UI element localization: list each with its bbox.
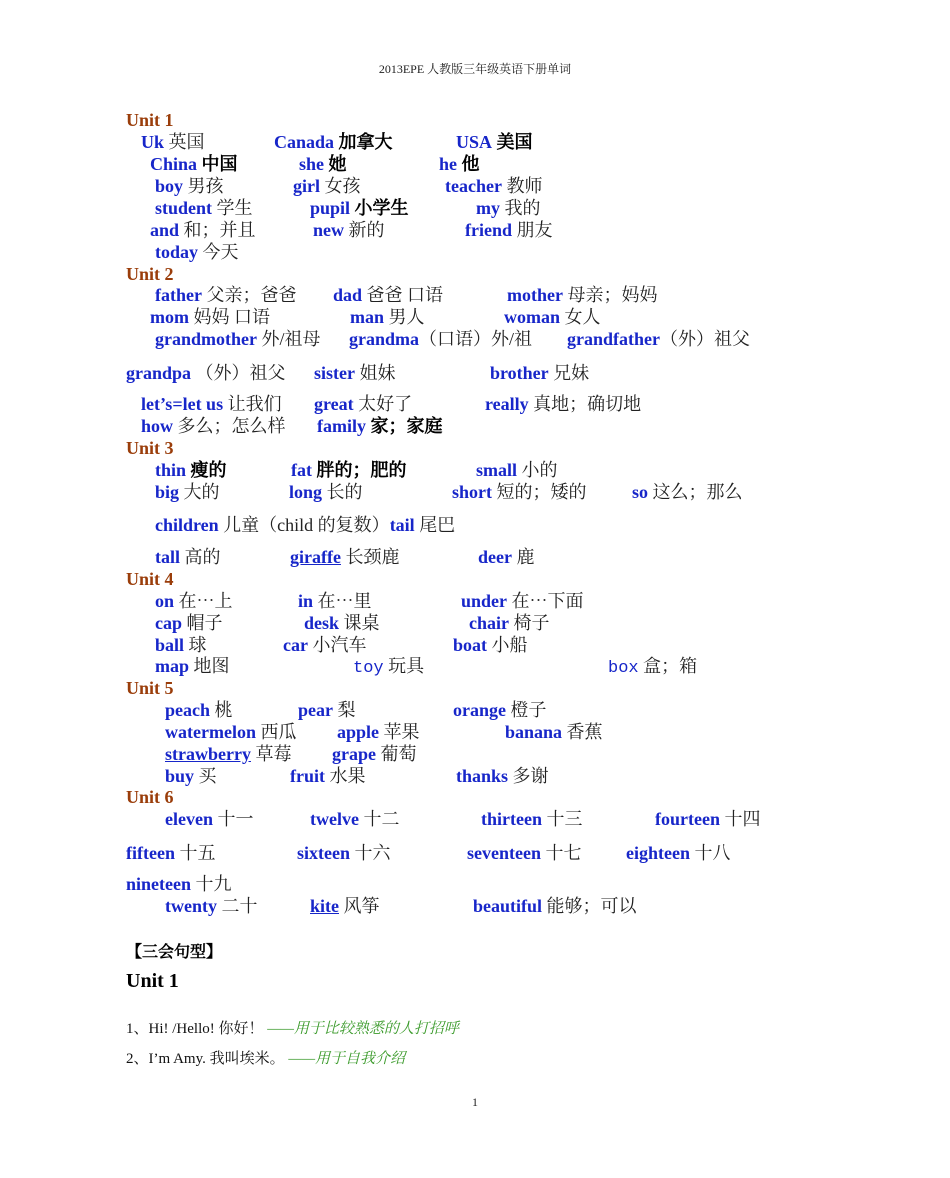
word-peach: peach 桃: [165, 700, 233, 720]
word-long: long 长的: [289, 482, 363, 502]
word-on: on 在⋯上: [155, 591, 233, 611]
word-giraffe: giraffe 长颈鹿: [290, 547, 400, 567]
sentence-note: ——用于自我介绍: [288, 1051, 406, 1067]
word-watermelon: watermelon 西瓜: [165, 722, 297, 742]
word-kite: kite 风筝: [310, 896, 380, 916]
word-woman: woman 女人: [504, 307, 601, 327]
sentence-item: 1、Hi! /Hello! 你好！ ——用于比较熟悉的人打招呼: [126, 1021, 459, 1037]
word-deer: deer 鹿: [478, 547, 535, 567]
page-number: 1: [472, 1095, 478, 1109]
word-grape: grape 葡萄: [332, 744, 417, 764]
word-ball: ball 球: [155, 635, 207, 655]
word-great: great 太好了: [314, 394, 413, 414]
word-apple: apple 苹果: [337, 722, 420, 742]
word-sister: sister 姐妹: [314, 363, 396, 383]
word-in: in 在⋯里: [298, 591, 372, 611]
word-sixteen: sixteen 十六: [297, 843, 391, 863]
word-pear: pear 梨: [298, 700, 356, 720]
word-fat: fat 胖的；肥的: [291, 460, 407, 480]
sentence-item: 2、I’m Amy. 我叫埃米。 ——用于自我介绍: [126, 1051, 406, 1067]
word-car: car 小汽车: [283, 635, 367, 655]
word-dad: dad 爸爸 口语: [333, 285, 444, 305]
word-nineteen: nineteen 十九: [126, 874, 232, 894]
word-twenty: twenty 二十: [165, 896, 258, 916]
unit-6-heading: Unit 6: [126, 787, 174, 807]
word-she: she 她: [299, 154, 347, 174]
word-grandpa: grandpa （外）祖父: [126, 363, 286, 383]
word-girl: girl 女孩: [293, 176, 361, 196]
word-box: box 盒；箱: [608, 656, 698, 678]
word-father: father 父亲；爸爸: [155, 285, 297, 305]
unit-3-heading: Unit 3: [126, 438, 174, 458]
word-toy: toy 玩具: [353, 656, 425, 678]
word-and: and 和；并且: [150, 220, 256, 240]
word-under: under 在⋯下面: [461, 591, 584, 611]
word-fruit: fruit 水果: [290, 766, 366, 786]
word-canada: Canada 加拿大: [274, 132, 393, 152]
word-fourteen: fourteen 十四: [655, 809, 761, 829]
sentences-section-title: 【三会句型】: [126, 944, 223, 961]
page-header: 2013EPE 人教版三年级英语下册单词: [378, 62, 572, 76]
word-beautiful: beautiful 能够；可以: [473, 896, 637, 916]
unit-5-heading: Unit 5: [126, 678, 174, 698]
word-eighteen: eighteen 十八: [626, 843, 731, 863]
word-boat: boat 小船: [453, 635, 528, 655]
word-cap: cap 帽子: [155, 613, 223, 633]
word-really: really 真地；确切地: [485, 394, 642, 414]
word-teacher: teacher 教师: [445, 176, 543, 196]
word-he: he 他: [439, 154, 480, 174]
word-fifteen: fifteen 十五: [126, 843, 216, 863]
unit-1-heading: Unit 1: [126, 110, 174, 130]
word-mom: mom 妈妈 口语: [150, 307, 270, 327]
word-eleven: eleven 十一: [165, 809, 254, 829]
word-thanks: thanks 多谢: [456, 766, 549, 786]
word-chair: chair 椅子: [469, 613, 550, 633]
word-china: China 中国: [150, 154, 238, 174]
word-seventeen: seventeen 十七: [467, 843, 582, 863]
word-lets: let’s=let us 让我们: [141, 394, 282, 414]
word-big: big 大的: [155, 482, 220, 502]
word-banana: banana 香蕉: [505, 722, 603, 742]
word-mother: mother 母亲；妈妈: [507, 285, 658, 305]
word-my: my 我的: [476, 198, 541, 218]
word-desk: desk 课桌: [304, 613, 380, 633]
sentence-note: ——用于比较熟悉的人打招呼: [267, 1021, 459, 1037]
word-new: new 新的: [313, 220, 385, 240]
word-today: today 今天: [155, 242, 239, 262]
word-short: short 短的；矮的: [452, 482, 587, 502]
word-boy: boy 男孩: [155, 176, 224, 196]
word-usa: USA 美国: [456, 132, 533, 152]
word-map: map 地图: [155, 656, 230, 676]
word-tall: tall 高的: [155, 547, 221, 567]
unit-4-heading: Unit 4: [126, 569, 174, 589]
word-student: student 学生: [155, 198, 253, 218]
word-family: family 家；家庭: [317, 416, 443, 436]
word-uk: Uk 英国: [141, 132, 205, 152]
word-thin: thin 瘦的: [155, 460, 227, 480]
word-children: children 儿童（child 的复数）tail 尾巴: [155, 515, 456, 535]
word-strawberry: strawberry 草莓: [165, 744, 292, 764]
word-grandma: grandma（口语）外/祖: [349, 329, 533, 349]
unit-2-heading: Unit 2: [126, 264, 174, 284]
word-thirteen: thirteen 十三: [481, 809, 583, 829]
word-twelve: twelve 十二: [310, 809, 400, 829]
word-grandfather: grandfather（外）祖父: [567, 329, 750, 349]
word-buy: buy 买: [165, 766, 217, 786]
word-friend: friend 朋友: [465, 220, 553, 240]
word-how: how 多么；怎么样: [141, 416, 286, 436]
sentences-unit-heading: Unit 1: [126, 970, 179, 992]
word-so: so 这么；那么: [632, 482, 743, 502]
word-pupil: pupil 小学生: [310, 198, 409, 218]
word-grandmother: grandmother 外/祖母: [155, 329, 321, 349]
word-man: man 男人: [350, 307, 425, 327]
word-orange: orange 橙子: [453, 700, 547, 720]
word-small: small 小的: [476, 460, 558, 480]
word-brother: brother 兄妹: [490, 363, 590, 383]
